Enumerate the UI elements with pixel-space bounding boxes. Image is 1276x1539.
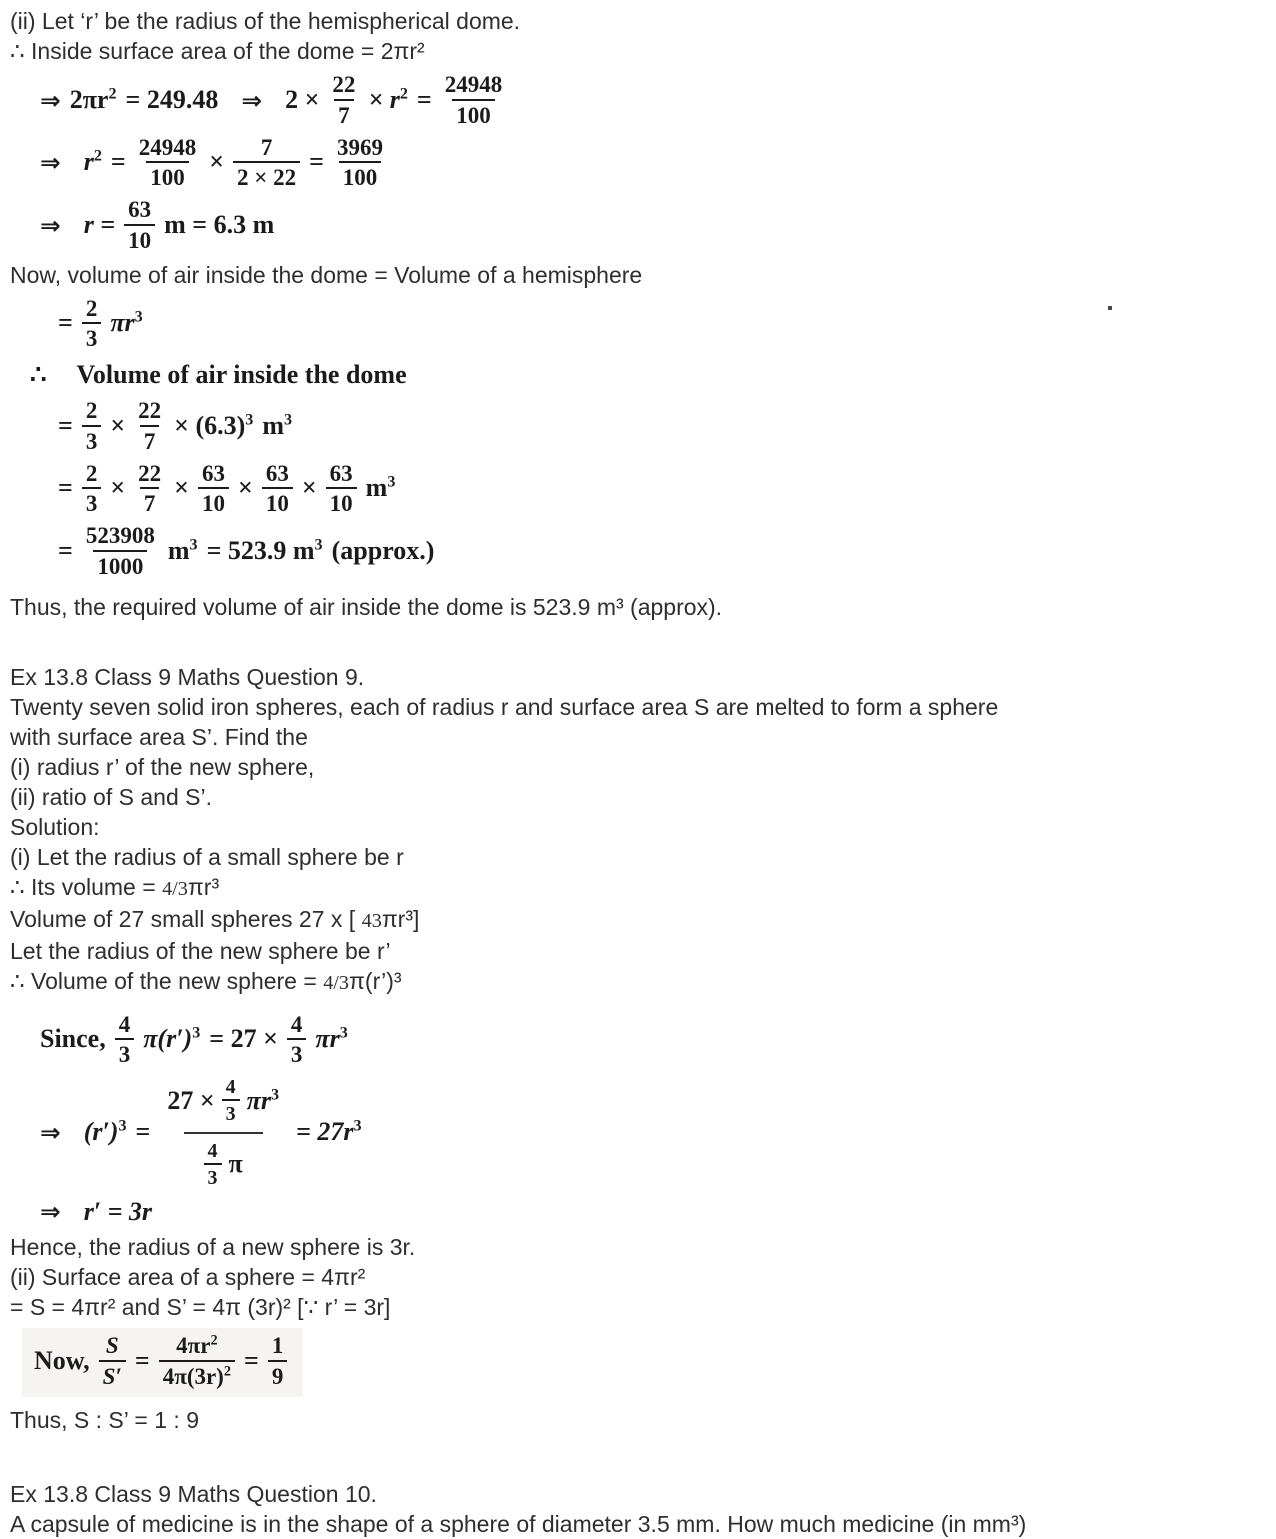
- implies-icon: ⇒: [241, 85, 263, 115]
- math-superscript: 3: [189, 536, 198, 554]
- fraction-numerator: 7: [260, 134, 273, 160]
- fraction-numerator: 24948: [444, 72, 503, 97]
- fraction-denominator: 100: [452, 99, 495, 129]
- math-term-text: × (6.3): [174, 410, 246, 440]
- fraction-denominator: 3: [82, 322, 102, 352]
- implies-icon: ⇒: [40, 85, 61, 115]
- fraction-denominator: 3: [204, 1163, 222, 1189]
- fraction-denominator: 10: [124, 224, 155, 254]
- fraction: [328, 72, 359, 129]
- text-fragment: πr³: [187, 873, 220, 900]
- math-superscript: 3: [353, 1117, 362, 1135]
- fraction-denominator: 7: [140, 425, 160, 455]
- q9-body-2: with surface area S’. Find the: [10, 723, 308, 750]
- fraction-numerator: 4: [207, 1139, 218, 1162]
- inline-fraction-text: 4/3: [162, 877, 188, 900]
- math-term: ×: [301, 473, 317, 503]
- math-superscript: 3: [284, 411, 293, 429]
- fraction: [198, 461, 229, 518]
- fraction-denominator: 9: [268, 1360, 288, 1390]
- math-term: r′ = 3r: [83, 1196, 153, 1226]
- math-term: [296, 1118, 362, 1147]
- math-term: [366, 474, 396, 503]
- math-term-text: πr: [315, 1024, 340, 1054]
- fraction: [326, 461, 357, 518]
- q8-equation-2: [40, 135, 387, 192]
- implies-icon: ⇒: [40, 1197, 61, 1227]
- q9-equation-result: [40, 1198, 152, 1227]
- math-term: = 249.48: [125, 84, 219, 114]
- text-fragment: πr³]: [381, 905, 420, 932]
- fraction-numerator: 4: [290, 1011, 303, 1037]
- math-term-text: m: [167, 535, 190, 565]
- q9-equation-since: [40, 1012, 348, 1069]
- math-term: =: [58, 535, 73, 565]
- fraction-numerator: 22: [138, 460, 162, 486]
- math-superscript: 3: [314, 536, 323, 554]
- math-superscript: 2: [223, 1363, 231, 1380]
- q9-title: Ex 13.8 Class 9 Maths Question 9.: [10, 663, 365, 690]
- math-term-text: = 523.9 m: [206, 535, 315, 565]
- q10-title: Ex 13.8 Class 9 Maths Question 10.: [10, 1480, 377, 1507]
- fraction-denominator: 7: [140, 487, 160, 517]
- fraction-numerator: 2: [85, 295, 98, 321]
- q9-part-ii-line: (ii) Surface area of a sphere = 4πr²: [10, 1264, 366, 1291]
- fraction: [99, 1333, 126, 1390]
- fraction: [124, 197, 155, 254]
- math-term: [368, 86, 408, 115]
- fraction-numerator: 4: [118, 1011, 131, 1037]
- fraction-numerator: 24948: [138, 134, 197, 160]
- fraction: [82, 461, 102, 518]
- q9-solution-label: Solution:: [10, 813, 100, 840]
- math-term: ×: [174, 473, 189, 503]
- math-term: [262, 412, 292, 441]
- nested-fraction-denominator: [196, 1138, 251, 1192]
- math-term: ×: [209, 147, 225, 177]
- q8-equation-6: [58, 461, 395, 518]
- fraction-numerator: 3969: [336, 134, 383, 160]
- math-superscript: 2: [399, 85, 408, 103]
- math-term: =: [134, 1346, 150, 1376]
- fraction: [134, 398, 165, 455]
- math-superscript: 3: [192, 1024, 201, 1042]
- fraction-numerator: 22: [138, 398, 162, 423]
- math-term-text: m: [365, 473, 388, 503]
- q8-equation-5: [58, 398, 292, 455]
- fraction-numerator: [172, 1333, 221, 1360]
- math-term: [143, 1025, 200, 1054]
- q8-line-surface-area: ∴ Inside surface area of the dome = 2πr²: [10, 38, 425, 64]
- math-term: =: [58, 410, 73, 440]
- math-term-text: π(r′): [143, 1024, 193, 1054]
- q9-step-3: [10, 904, 1264, 936]
- q10-body: A capsule of medicine is in the shape of a sphere of diameter 3.5 mm. How much medicine (in mm³): [10, 1510, 1027, 1537]
- math-term-text: r: [83, 147, 94, 177]
- text-fragment: Volume of 27 small spheres 27 x [: [10, 905, 362, 932]
- fraction-denominator: 7: [334, 99, 354, 129]
- text-fragment: π(r’)³: [349, 967, 402, 994]
- nested-fraction: [159, 1074, 287, 1192]
- math-term: =: [110, 147, 126, 177]
- inline-fraction-text: 4/3: [323, 971, 350, 994]
- math-superscript: 3: [118, 1117, 127, 1135]
- math-term: 2 ×: [285, 84, 320, 114]
- math-term: =: [309, 147, 324, 177]
- math-term: r =: [83, 209, 116, 239]
- fraction-denominator: 3: [115, 1038, 135, 1068]
- fraction: [262, 461, 293, 518]
- q8-line-conclusion: Thus, the required volume of air inside the dome is 523.9 m³ (approx).: [10, 593, 723, 620]
- serif-text: Volume of air inside the dome: [76, 360, 407, 389]
- fraction-denominator: 3: [287, 1038, 307, 1068]
- implies-icon: ⇒: [40, 210, 61, 240]
- math-term-text: = 27r: [296, 1117, 354, 1147]
- fraction-numerator: 2: [85, 460, 98, 486]
- fraction: [159, 1333, 235, 1390]
- fraction-numerator: 2: [85, 398, 98, 423]
- fraction-denominator: [159, 1360, 235, 1390]
- q9-thus-line: Thus, S : S’ = 1 : 9: [10, 1406, 199, 1433]
- math-term: π: [228, 1149, 243, 1179]
- fraction-numerator: 22: [332, 72, 356, 97]
- math-superscript: 3: [270, 1085, 280, 1103]
- math-superscript: 3: [134, 308, 143, 326]
- fraction: [333, 135, 387, 192]
- math-term: =: [416, 84, 432, 114]
- q9-equation-ratio: [22, 1328, 303, 1397]
- math-term-text: πr: [110, 308, 135, 338]
- fraction: [222, 1076, 240, 1126]
- scan-artifact-dot: [1108, 306, 1112, 310]
- math-term: m = 6.3 m: [164, 209, 275, 239]
- math-term-text: (r′): [83, 1117, 119, 1147]
- fraction-numerator: 63: [201, 460, 225, 486]
- math-term: [207, 537, 323, 566]
- math-superscript: 3: [387, 473, 396, 491]
- fraction-denominator: 10: [262, 487, 293, 517]
- fraction: [134, 461, 165, 518]
- fraction: [233, 135, 300, 192]
- therefore-symbol: ∴: [30, 360, 47, 389]
- fraction-denominator: 3: [82, 425, 102, 455]
- q9-item-ii: (ii) ratio of S and S’.: [10, 783, 212, 810]
- math-term: [168, 537, 198, 566]
- text-fragment: ∴ Volume of the new sphere =: [10, 967, 324, 994]
- math-superscript: 2: [93, 147, 102, 165]
- nested-fraction-numerator: [159, 1074, 287, 1128]
- fraction-denominator: 2 × 22: [233, 161, 300, 191]
- math-term: [110, 309, 142, 338]
- math-term: =: [58, 473, 73, 503]
- fraction-denominator: 10: [198, 487, 229, 517]
- math-term-text: 4π(3r): [162, 1363, 224, 1389]
- math-term: [84, 1118, 127, 1147]
- fraction-numerator: 523908: [85, 523, 155, 548]
- fraction: [135, 135, 201, 192]
- math-term: [70, 86, 117, 115]
- fraction-denominator: 1000: [93, 550, 147, 580]
- fraction-numerator: 4: [225, 1076, 236, 1098]
- math-term: =: [243, 1346, 259, 1376]
- fraction-denominator: 10: [326, 487, 357, 517]
- math-term: = 27 ×: [209, 1024, 278, 1054]
- q8-equation-3: [40, 197, 274, 254]
- fraction-numerator: 63: [265, 460, 289, 486]
- math-term: 27 ×: [167, 1085, 215, 1115]
- fraction: [82, 398, 102, 455]
- fraction: [204, 1140, 222, 1190]
- math-term-text: πr: [246, 1085, 271, 1115]
- math-term-text: 2πr: [69, 84, 109, 114]
- fraction-denominator: 100: [146, 161, 189, 191]
- fraction: [441, 72, 507, 129]
- math-label: Since,: [40, 1024, 106, 1054]
- q9-surface-relation-line: = S = 4πr² and S’ = 4π (3r)² [∵ r’ = 3r]: [10, 1294, 391, 1321]
- math-label: Now,: [34, 1346, 90, 1376]
- q8-line-intro: (ii) Let ‘r’ be the radius of the hemispherical dome.: [10, 8, 521, 34]
- math-term: ×: [110, 473, 126, 503]
- fraction: [82, 523, 159, 580]
- fraction-numerator: 63: [329, 460, 353, 486]
- q9-step-1: (i) Let the radius of a small sphere be r: [10, 843, 404, 870]
- math-term: ×: [237, 473, 253, 503]
- math-term-text: × r: [368, 84, 400, 114]
- fraction-numerator: 63: [128, 197, 152, 222]
- q9-step-2: [10, 872, 1264, 904]
- fraction: [287, 1012, 307, 1069]
- math-term-text: 4πr: [176, 1333, 211, 1359]
- math-superscript: 3: [245, 411, 254, 429]
- q9-step-5: [10, 966, 1264, 998]
- fraction-numerator: S: [105, 1333, 119, 1359]
- math-term-text: m: [262, 410, 285, 440]
- math-term: (approx.): [331, 535, 435, 565]
- fraction-bar: [184, 1132, 263, 1134]
- inline-fraction-text: 43: [361, 909, 382, 932]
- math-term: [247, 1087, 279, 1116]
- math-term: [315, 1025, 347, 1054]
- fraction-denominator: 3: [82, 487, 102, 517]
- math-term: [84, 148, 102, 177]
- q9-step-4: Let the radius of the new sphere be r’: [10, 937, 391, 964]
- fraction-denominator: 100: [339, 161, 382, 191]
- math-term: [174, 412, 253, 441]
- fraction: [82, 296, 102, 353]
- fraction-denominator: 3: [222, 1099, 240, 1125]
- math-superscript: 3: [339, 1024, 348, 1042]
- math-superscript: 2: [108, 85, 117, 103]
- q9-item-i: (i) radius r’ of the new sphere,: [10, 753, 315, 780]
- q9-body-1: Twenty seven solid iron spheres, each of radius r and surface area S are melted to form a sphere: [10, 693, 999, 720]
- fraction: [268, 1333, 288, 1390]
- q8-equation-1: [40, 72, 506, 129]
- math-superscript: 2: [210, 1332, 218, 1349]
- q8-equation-4: [58, 296, 143, 353]
- fraction-numerator: 1: [271, 1333, 284, 1359]
- implies-icon: ⇒: [40, 148, 61, 178]
- q8-line-volume: Now, volume of air inside the dome = Volume of a hemisphere: [10, 261, 643, 288]
- implies-icon: ⇒: [40, 1118, 61, 1148]
- q9-hence-line: Hence, the radius of a new sphere is 3r.: [10, 1234, 416, 1261]
- fraction: [115, 1012, 135, 1069]
- math-term: ×: [110, 410, 126, 440]
- q8-equation-7: [58, 523, 434, 580]
- math-term: =: [135, 1117, 151, 1147]
- text-fragment: ∴ Its volume =: [10, 873, 163, 900]
- q8-line-volume-dome: [30, 360, 1264, 390]
- math-term: =: [58, 308, 73, 338]
- q9-equation-big: [40, 1074, 362, 1192]
- fraction-denominator: S′: [99, 1360, 126, 1390]
